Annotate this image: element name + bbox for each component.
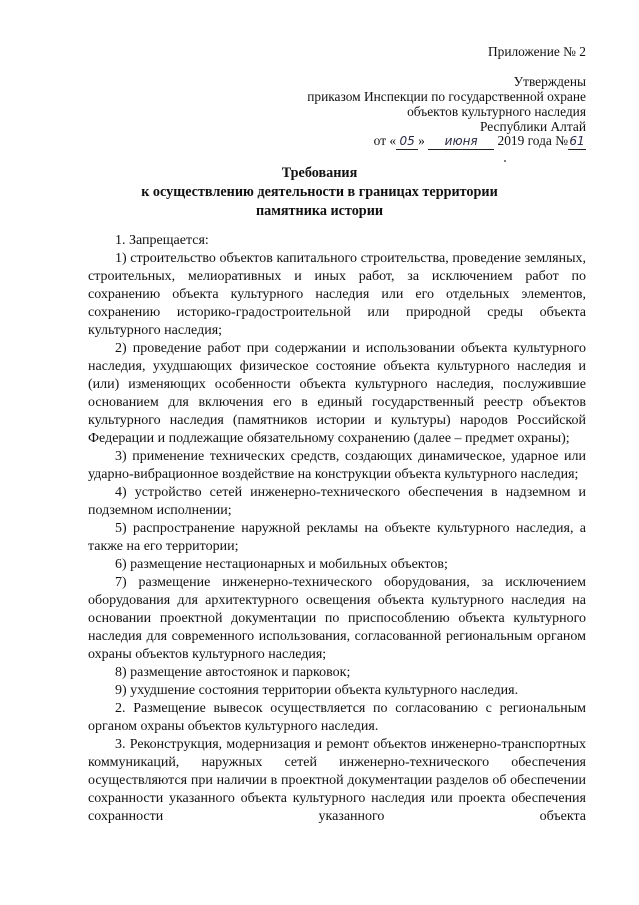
list-item: 9) ухудшение состояния территории объекта культурного наследия. xyxy=(115,683,519,698)
appendix-label: Приложение № 2 xyxy=(487,44,586,59)
handwritten-day: 05 xyxy=(396,134,418,150)
date-year-text: 2019 года № xyxy=(497,133,568,148)
list-item: 4) устройство сетей инженерно-технического обеспечения в надземном и подземном исполнении; xyxy=(88,485,586,518)
list-item: 3) применение технических средств, создающих динамическое, ударное или ударно-вибрационное воздействие на конструкции объекта культурного наследия; xyxy=(88,449,586,482)
numbered-paragraph: 3. Реконструкция, модернизация и ремонт объектов инженерно-транспортных коммуникаций, наружных сетей инженерно-технического обеспечения осуществляются при наличии в проектной документации разделов об обеспечении сохранности указанного объекта культурного наследия или проекта обеспечения сохранности указанного объекта xyxy=(88,737,586,824)
ink-speck xyxy=(504,160,506,162)
section-heading: 1. Запрещается: xyxy=(115,233,209,248)
approval-line: Утверждены xyxy=(513,74,586,89)
list-item: 6) размещение нестационарных и мобильных объектов; xyxy=(115,557,448,572)
handwritten-month: июня xyxy=(428,134,494,150)
approval-line: приказом Инспекции по государственной охране xyxy=(307,89,586,104)
document-title xyxy=(0,164,639,221)
date-mid: » xyxy=(418,133,425,148)
date-prefix: от « xyxy=(373,133,397,148)
list-item: 1) строительство объектов капитального строительства, проведение земляных, строительных, мелиоративных и иных работ, за исключением работ по сохранению объекта культурного наследия или его отдельных элементов, сохранению историко-градостроительной или природной среды объекта культурного наследия; xyxy=(88,251,586,338)
order-date-line xyxy=(374,133,586,150)
list-item: 2) проведение работ при содержании и использовании объекта культурного наследия, ухудшающих физическое состояние объекта культурного наследия и (или) изменяющих особенности объекта культурного наследия, послужившие основанием для включения его в единый государственный реестр объектов культурного наследия (памятников истории и культуры) народов Российской Федерации и подлежащие обязательному сохранению (далее – предмет охраны); xyxy=(88,341,586,446)
list-item: 8) размещение автостоянок и парковок; xyxy=(115,665,351,680)
title-line: к осуществлению деятельности в границах территории xyxy=(141,184,498,200)
document-body xyxy=(88,232,586,826)
title-line: Требования xyxy=(281,165,358,181)
approval-line: объектов культурного наследия xyxy=(407,104,586,119)
list-item: 7) размещение инженерно-технического оборудования, за исключением оборудования для архитектурного освещения объекта культурного наследия на основании проектной документации по приспособлению объекта культурного наследия для современного использования, согласованной региональным органом охраны объектов культурного наследия; xyxy=(88,575,586,662)
numbered-paragraph: 2. Размещение вывесок осуществляется по согласованию с региональным органом охраны объектов культурного наследия. xyxy=(88,701,586,734)
list-item: 5) распространение наружной рекламы на объекте культурного наследия, а также на его территории; xyxy=(88,521,586,554)
approval-line: Республики Алтай xyxy=(479,119,586,134)
title-line: памятника истории xyxy=(255,203,384,219)
approval-block xyxy=(307,74,586,134)
handwritten-order-number: 61 xyxy=(569,134,585,148)
